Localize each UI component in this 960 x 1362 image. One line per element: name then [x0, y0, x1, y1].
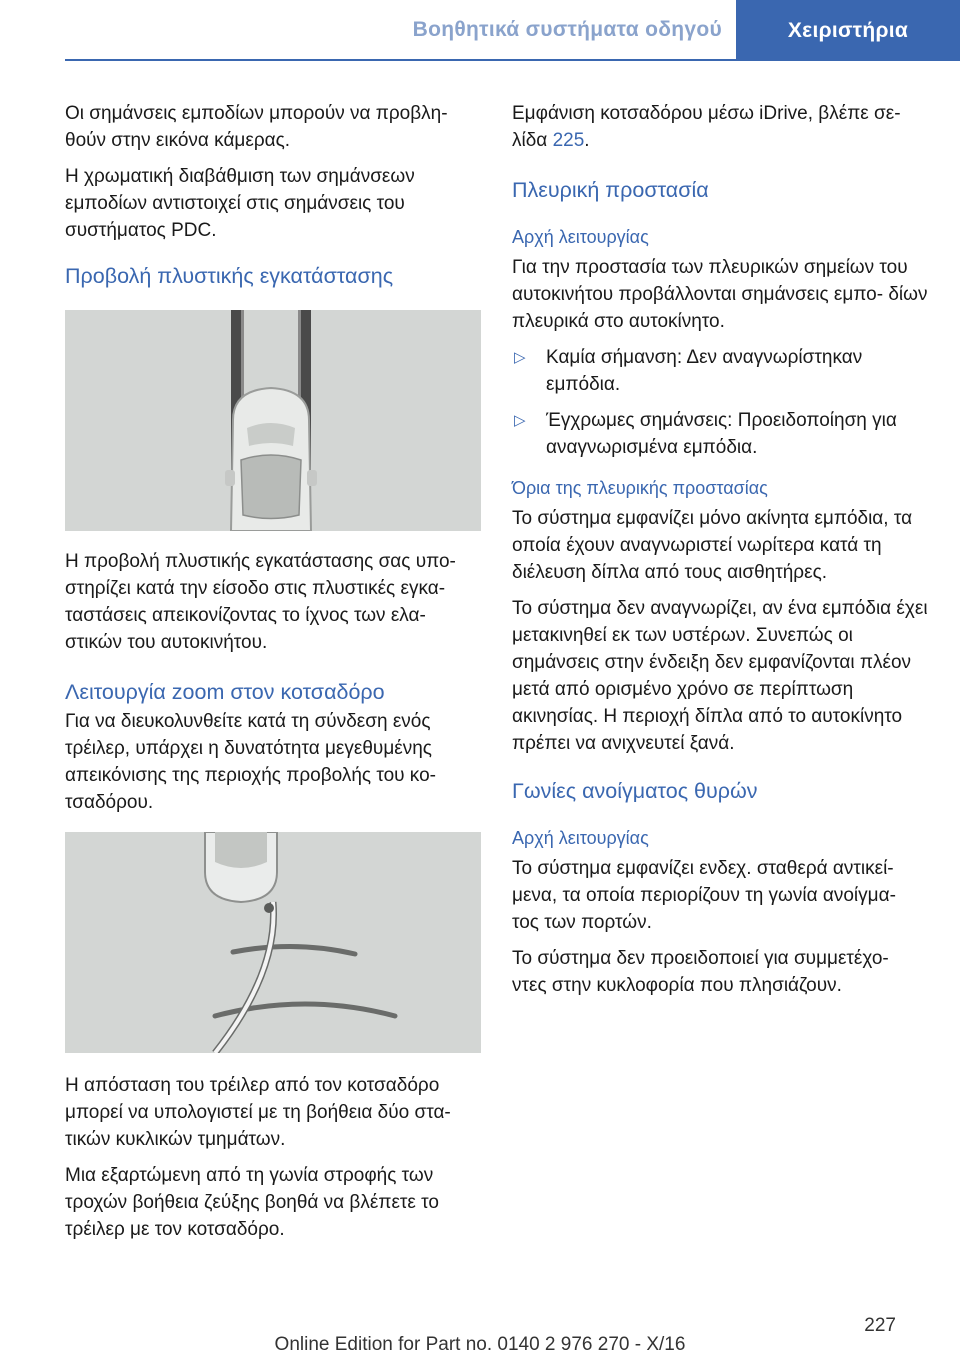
paragraph: Η προβολή πλυστικής εγκατάστασης σας υπο‐ στηρίζει κατά την είσοδο στις πλυστικές εγκα‐ ταστάσεις απεικονίζοντας το ίχνος των ελα‐ στικών του αυτοκινήτου.: [65, 551, 456, 653]
subheading-limits: Όρια της πλευρικής προστασίας: [512, 478, 768, 498]
paragraph: Η χρωματική διαβάθμιση των σημάνσεων εμποδίων αντιστοιχεί στις σημάνσεις του συστήματος PDC.: [65, 166, 415, 241]
bullet-list: [512, 344, 928, 461]
hitch-zoom-image: [65, 832, 481, 1053]
list-item-text: Καμία σήμανση: Δεν αναγνωρίστηκαν εμπόδια.: [546, 347, 863, 395]
page-header: [0, 0, 960, 62]
car-wash-view-image: [65, 310, 481, 531]
paragraph: Το σύστημα εμφανίζει μόνο ακίνητα εμπόδια, τα οποία έχουν αναγνωριστεί νωρίτερα κατά τη διέλευση δίπλα από τους αισθητήρες.: [512, 508, 913, 583]
list-item: [512, 407, 928, 461]
heading-door-opening: Γωνίες ανοίγματος θυρών: [512, 779, 758, 803]
paragraph: Το σύστημα δεν αναγνωρίζει, αν ένα εμπόδια έχει μετακινηθεί εκ των υστέρων. Συνεπώς οι σημάνσεις στην ένδειξη δεν εμφανίζονται πλέον μετά από ορισμένο χρόνο σε περίπτωση ακινησίας. Η περιοχή δίπλα από το αυτοκίνητο πρέπει να ανιχνευτεί ξανά.: [512, 598, 928, 754]
subheading-principle: Αρχή λειτουργίας: [512, 227, 649, 247]
page-link[interactable]: 225: [552, 130, 585, 151]
text: Εμφάνιση κοτσαδόρου μέσω iDrive, βλέπε σε‐ λίδα: [512, 103, 901, 151]
chapter-tab: Χειριστήρια: [736, 0, 960, 61]
list-item: [512, 344, 928, 398]
header-rule: [65, 59, 960, 61]
heading-zoom-function: Λειτουργία zoom στον κοτσαδόρο: [65, 680, 385, 704]
triangle-bullet-icon: ▷: [514, 412, 526, 429]
paragraph: Η απόσταση του τρέιλερ από τον κοτσαδόρο μπορεί να υπολογιστεί με τη βοήθεια δύο στα‐ τικών κυκλικών τμημάτων.: [65, 1075, 451, 1150]
edition-note: Online Edition for Part no. 0140 2 976 270 - X/16: [274, 1334, 686, 1355]
subheading-principle: Αρχή λειτουργίας: [512, 828, 649, 848]
left-column: [65, 100, 481, 1252]
paragraph: Το σύστημα εμφανίζει ενδεχ. σταθερά αντικεί‐ μενα, τα οποία περιορίζουν τη γωνία ανοίγμα‐ τος των πορτών.: [512, 858, 896, 933]
heading-side-protection: Πλευρική προστασία: [512, 178, 709, 202]
paragraph: Για την προστασία των πλευρικών σημείων του αυτοκινήτου προβάλλονται σημάνσεις εμπο‐ δίων πλευρικά στο αυτοκίνητο.: [512, 257, 928, 332]
paragraph: [512, 100, 928, 154]
paragraph: Για να διευκολυνθείτε κατά τη σύνδεση ενός τρέιλερ, υπάρχει η δυνατότητα μεγεθυμένης απεικόνισης της περιοχής προβολής του κο‐ τσαδόρου.: [65, 711, 436, 813]
section-title: Βοηθητικά συστήματα οδηγού: [412, 18, 722, 41]
page-number: 227: [864, 1315, 896, 1336]
paragraph: Οι σημάνσεις εμποδίων μπορούν να προβλη‐ θούν στην εικόνα κάμερας.: [65, 103, 448, 151]
paragraph: Το σύστημα δεν προειδοποιεί για συμμετέχο‐ ντες στην κυκλοφορία που πλησιάζουν.: [512, 948, 889, 996]
paragraph: Μια εξαρτώμενη από τη γωνία στροφής των τροχών βοήθεια ζεύξης βοηθά να βλέπετε το τρέιλερ με τον κοτσαδόρο.: [65, 1165, 439, 1240]
heading-car-wash-view: Προβολή πλυστικής εγκατάστασης: [65, 264, 394, 288]
text: .: [584, 130, 590, 151]
list-item-text: Έγχρωμες σημάνσεις: Προειδοποίηση για αναγνωρισμένα εμπόδια.: [546, 410, 897, 458]
triangle-bullet-icon: ▷: [514, 349, 526, 366]
right-column: [512, 100, 928, 1008]
